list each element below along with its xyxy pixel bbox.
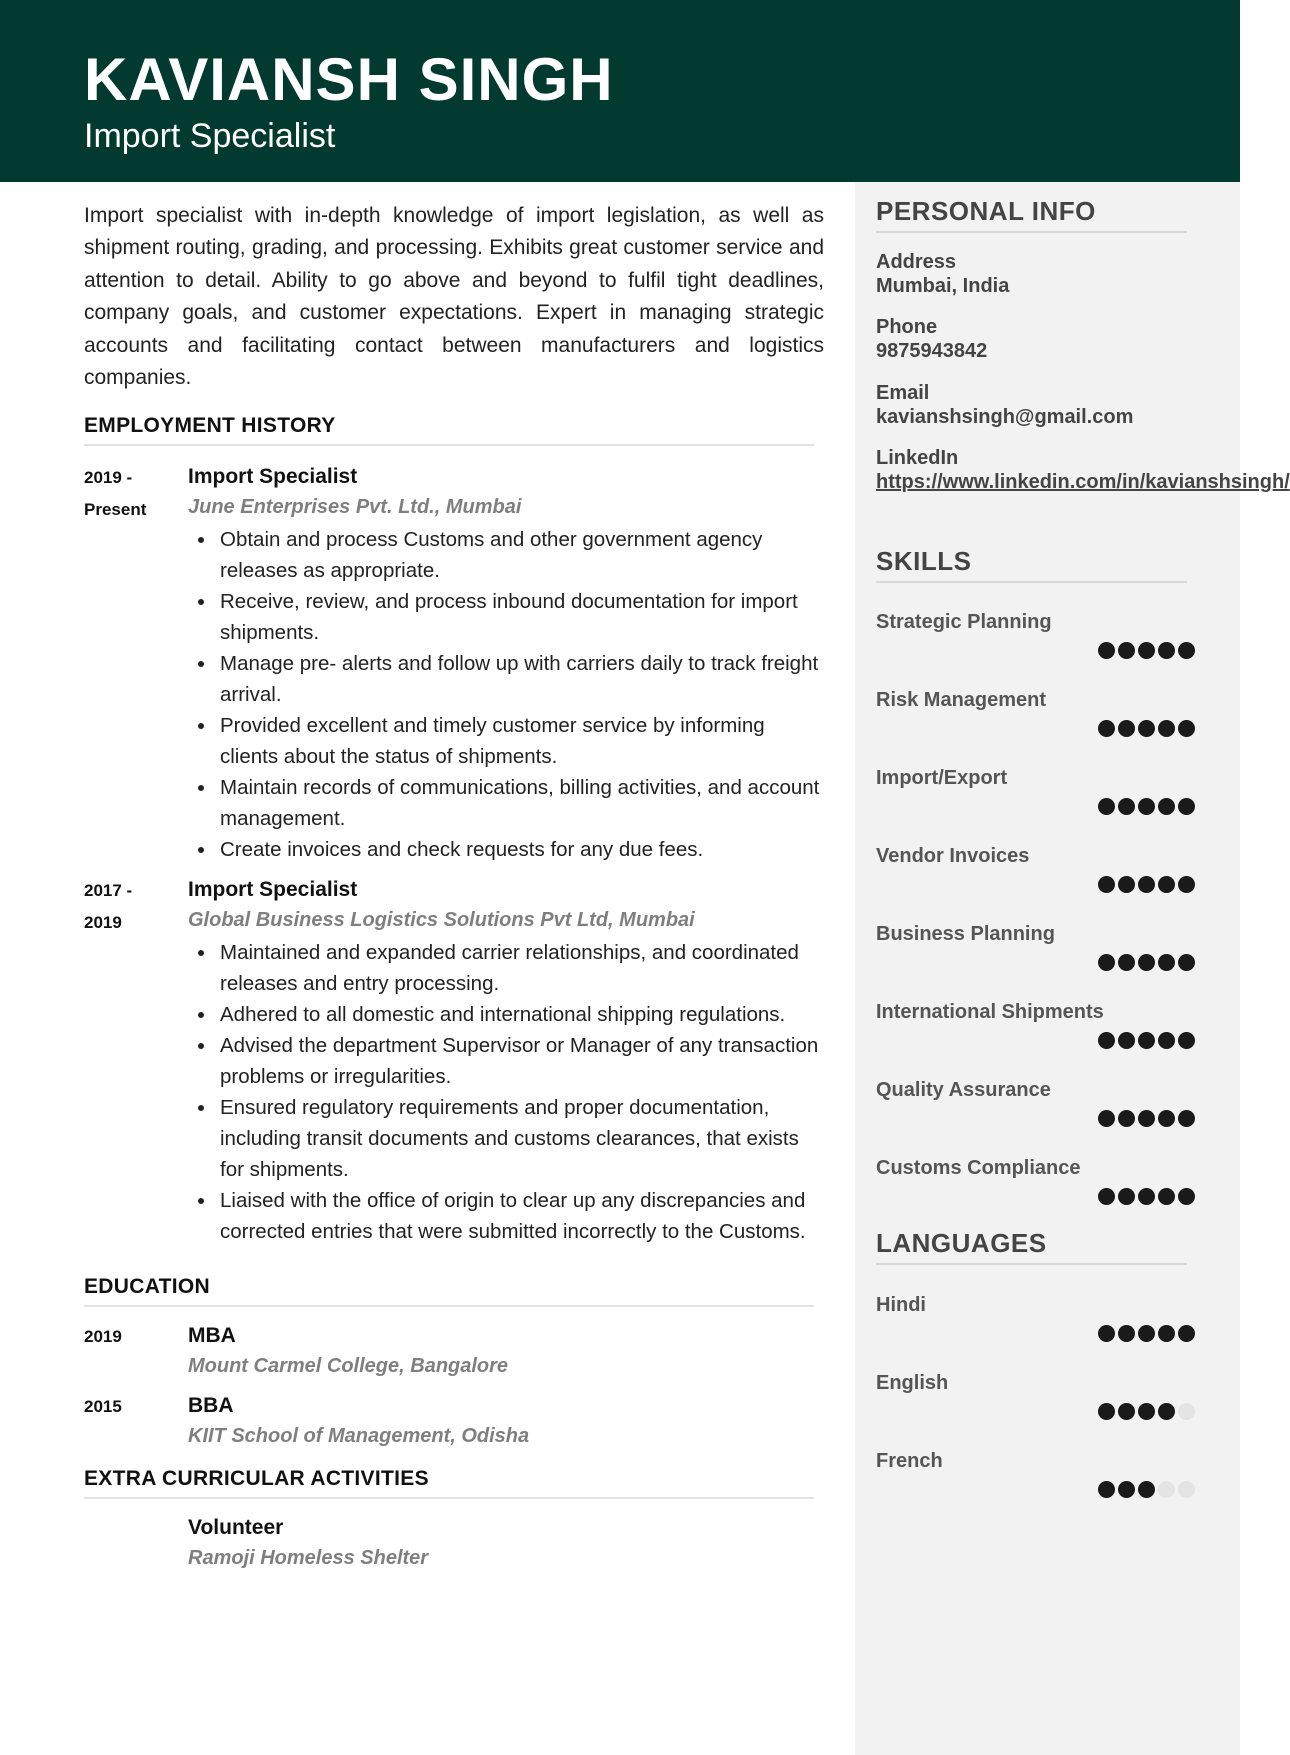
rating-dot-filled — [1158, 1325, 1175, 1342]
extra-entry — [84, 1513, 824, 1573]
job-bullets — [188, 524, 824, 865]
email-label: Email — [876, 382, 930, 404]
education-section-title: EDUCATION — [84, 1275, 814, 1307]
rating-dot-filled — [1178, 1032, 1195, 1049]
education-year: 2019 — [84, 1327, 122, 1347]
skill-name: Business Planning — [876, 923, 1055, 945]
language-name: English — [876, 1372, 949, 1394]
phone-value: 9875943842 — [876, 340, 988, 362]
job-bullet: Create invoices and check requests for any due fees. — [188, 834, 824, 865]
skill-name: Quality Assurance — [876, 1079, 1051, 1101]
rating-dot-filled — [1178, 642, 1195, 659]
rating-dot-filled — [1118, 720, 1135, 737]
rating-dot-empty — [1158, 1481, 1175, 1498]
job-date-start: 2019 - — [84, 468, 133, 488]
school: Mount Carmel College, Bangalore — [188, 1355, 509, 1378]
skill-rating — [1098, 642, 1195, 659]
rating-dot-empty — [1178, 1481, 1195, 1498]
rating-dot-filled — [1118, 798, 1135, 815]
job-date — [84, 462, 174, 526]
rating-dot-empty — [1178, 1403, 1195, 1420]
skill-rating — [1098, 954, 1195, 971]
rating-dot-filled — [1158, 1403, 1175, 1420]
rating-dot-filled — [1158, 876, 1175, 893]
employment-section-title: EMPLOYMENT HISTORY — [84, 414, 814, 446]
job-bullets — [188, 937, 824, 1247]
rating-dot-filled — [1158, 954, 1175, 971]
rating-dot-filled — [1138, 798, 1155, 815]
skills-title: SKILLS — [876, 546, 1187, 583]
language-name: French — [876, 1450, 943, 1472]
languages-title: LANGUAGES — [876, 1228, 1187, 1265]
job-bullet: Maintain records of communications, billing activities, and account management. — [188, 772, 824, 834]
address-label: Address — [876, 251, 957, 273]
job-date-start: 2017 - — [84, 881, 133, 901]
extra-section-title: EXTRA CURRICULAR ACTIVITIES — [84, 1467, 814, 1499]
rating-dot-filled — [1118, 954, 1135, 971]
rating-dot-filled — [1098, 798, 1115, 815]
rating-dot-filled — [1138, 720, 1155, 737]
rating-dot-filled — [1178, 798, 1195, 815]
skill-rating — [1098, 876, 1195, 893]
skill-name: Risk Management — [876, 689, 1047, 711]
rating-dot-filled — [1098, 720, 1115, 737]
rating-dot-filled — [1098, 954, 1115, 971]
rating-dot-filled — [1138, 1325, 1155, 1342]
rating-dot-filled — [1098, 642, 1115, 659]
rating-dot-filled — [1158, 1032, 1175, 1049]
school: KIIT School of Management, Odisha — [188, 1425, 530, 1448]
job-company: June Enterprises Pvt. Ltd., Mumbai — [188, 496, 522, 519]
job-date-end: 2019 — [84, 913, 122, 933]
rating-dot-filled — [1098, 1188, 1115, 1205]
skill-name: International Shipments — [876, 1001, 1104, 1023]
rating-dot-filled — [1098, 1403, 1115, 1420]
rating-dot-filled — [1178, 954, 1195, 971]
education-year: 2015 — [84, 1397, 122, 1417]
rating-dot-filled — [1118, 1403, 1135, 1420]
rating-dot-filled — [1098, 1481, 1115, 1498]
phone-label: Phone — [876, 316, 938, 338]
rating-dot-filled — [1138, 1188, 1155, 1205]
job-bullet: Manage pre- alerts and follow up with carriers daily to track freight arrival. — [188, 648, 824, 710]
job-bullet: Maintained and expanded carrier relationships, and coordinated releases and entry processing. — [188, 937, 824, 999]
language-name: Hindi — [876, 1294, 926, 1316]
main-column — [84, 200, 824, 1573]
skill-rating — [1098, 798, 1195, 815]
personal-info-title: PERSONAL INFO — [876, 196, 1187, 233]
email-value: kavianshsingh@gmail.com — [876, 406, 1134, 428]
candidate-role: Import Specialist — [84, 117, 336, 155]
candidate-name: KAVIANSH SINGH — [84, 46, 614, 113]
rating-dot-filled — [1098, 876, 1115, 893]
job-date — [84, 875, 174, 939]
rating-dot-filled — [1118, 1325, 1135, 1342]
rating-dot-filled — [1158, 1110, 1175, 1127]
skill-rating — [1098, 1032, 1195, 1049]
rating-dot-filled — [1118, 1110, 1135, 1127]
rating-dot-filled — [1118, 876, 1135, 893]
skill-name: Customs Compliance — [876, 1157, 1081, 1179]
linkedin-link[interactable]: https://www.linkedin.com/in/kavianshsingh/ — [876, 471, 1290, 493]
job-bullet: Obtain and process Customs and other government agency releases as appropriate. — [188, 524, 824, 586]
rating-dot-filled — [1158, 1188, 1175, 1205]
job-bullet: Receive, review, and process inbound documentation for import shipments. — [188, 586, 824, 648]
skill-name: Strategic Planning — [876, 611, 1052, 633]
rating-dot-filled — [1178, 1110, 1195, 1127]
rating-dot-filled — [1158, 720, 1175, 737]
job-entry — [84, 462, 824, 865]
skill-rating — [1098, 1110, 1195, 1127]
rating-dot-filled — [1138, 1403, 1155, 1420]
degree: MBA — [188, 1324, 236, 1348]
extra-role: Volunteer — [188, 1516, 284, 1540]
profile-summary: Import specialist with in-depth knowledge of import legislation, as well as shipment routing, grading, and processing. Exhibits great customer service and attention to detail. Ability to go above and beyond to fulfil tight deadlines, company goals, and customer expectations. Expert in managing strategic accounts and facilitating contact between manufacturers and logistics companies. — [84, 204, 824, 390]
rating-dot-filled — [1138, 1110, 1155, 1127]
job-company: Global Business Logistics Solutions Pvt Ltd, Mumbai — [188, 909, 695, 932]
job-bullet: Ensured regulatory requirements and proper documentation, including transit documents and customs clearances, that exists for shipments. — [188, 1092, 824, 1185]
rating-dot-filled — [1158, 642, 1175, 659]
job-bullet: Provided excellent and timely customer service by informing clients about the status of shipments. — [188, 710, 824, 772]
rating-dot-filled — [1118, 642, 1135, 659]
language-rating — [1098, 1481, 1195, 1498]
rating-dot-filled — [1138, 642, 1155, 659]
skill-rating — [1098, 720, 1195, 737]
education-entry — [84, 1391, 824, 1451]
job-bullet: Advised the department Supervisor or Manager of any transaction problems or irregularities. — [188, 1030, 824, 1092]
language-rating — [1098, 1403, 1195, 1420]
rating-dot-filled — [1138, 1032, 1155, 1049]
rating-dot-filled — [1118, 1188, 1135, 1205]
rating-dot-filled — [1178, 1325, 1195, 1342]
job-entry — [84, 875, 824, 1247]
rating-dot-filled — [1138, 1481, 1155, 1498]
linkedin-label: LinkedIn — [876, 447, 959, 469]
job-date-end: Present — [84, 500, 147, 520]
rating-dot-filled — [1138, 954, 1155, 971]
rating-dot-filled — [1158, 798, 1175, 815]
rating-dot-filled — [1118, 1032, 1135, 1049]
education-entry — [84, 1321, 824, 1381]
skill-rating — [1098, 1188, 1195, 1205]
skill-name: Vendor Invoices — [876, 845, 1030, 867]
address-value: Mumbai, India — [876, 275, 1010, 297]
rating-dot-filled — [1178, 876, 1195, 893]
job-title: Import Specialist — [188, 878, 358, 902]
rating-dot-filled — [1098, 1110, 1115, 1127]
extra-org: Ramoji Homeless Shelter — [188, 1547, 429, 1570]
rating-dot-filled — [1118, 1481, 1135, 1498]
degree: BBA — [188, 1394, 234, 1418]
header-banner — [0, 0, 1240, 182]
job-bullet: Adhered to all domestic and international shipping regulations. — [188, 999, 824, 1030]
rating-dot-filled — [1178, 1188, 1195, 1205]
skill-name: Import/Export — [876, 767, 1008, 789]
rating-dot-filled — [1178, 720, 1195, 737]
rating-dot-filled — [1138, 876, 1155, 893]
job-title: Import Specialist — [188, 465, 358, 489]
job-bullet: Liaised with the office of origin to clear up any discrepancies and corrected entries that were submitted incorrectly to the Customs. — [188, 1185, 824, 1247]
rating-dot-filled — [1098, 1325, 1115, 1342]
rating-dot-filled — [1098, 1032, 1115, 1049]
language-rating — [1098, 1325, 1195, 1342]
